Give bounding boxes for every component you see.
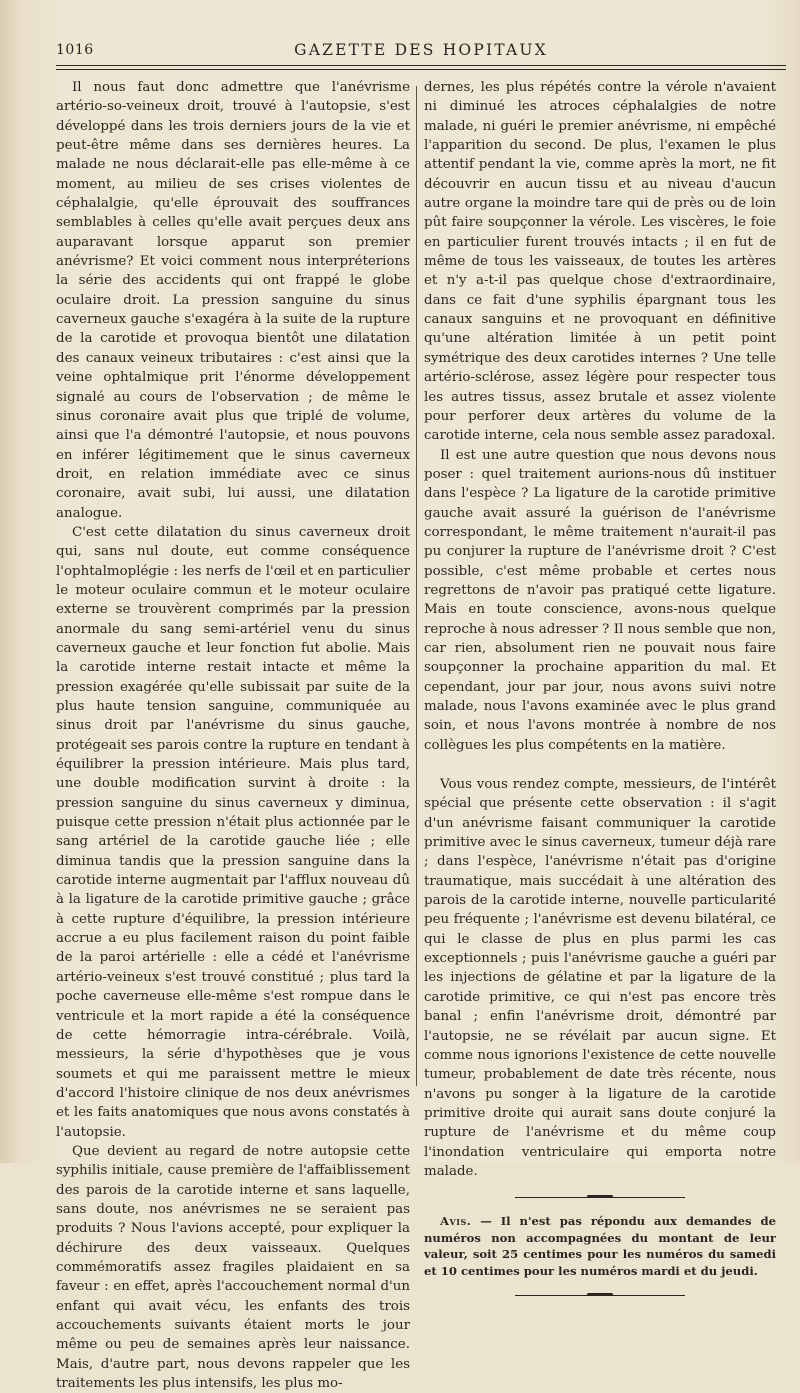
paragraph: dernes, les plus répétés contre la vérole n'avaient ni diminué les atroces céphalalgies de notre malade, ni guéri le premier anévrisme, ni empêché l'apparition du second. De plus, l'examen le plus attentif pendant la vie, comme après la mort, ne fit découvrir en aucun tissu et au niveau d'aucun autre organe la moindre tare qui de près ou de loin pût faire soupçonner la vérole. Les viscères, le foie en particulier furent trouvés intacts ; il en fut de même de tous les vaisseaux, de toutes les artères et n'y a-t-il pas quelque chose d'extraordinaire, dans ce fait d'une syphilis épargnant tous les canaux sanguins et ne provoquant en définitive qu'une altération limitée à un petit point symétrique des deux carotides internes ? Une telle artério-sclérose, assez légère pour respecter tous les autres tissus, assez brutale et assez violente pour perforer deux artères du volume de la carotide interne, cela nous semble assez paradoxal.: [424, 80, 776, 444]
paragraph: Vous vous rendez compte, messieurs, de l'intérêt spécial que présente cette observation : il s'agit d'un anévrisme faisant communiquer la carotide primitive avec le sinus caverneux, tumeur déjà rare ; dans l'espèce, l'anévrisme n'était pas d'origine traumatique, mais succédait à une altération des parois de la carotide interne, nouvelle particularité peu fréquente ; l'anévrisme est devenu bilatéral, ce qui le classe de plus en plus parmi les cas exceptionnels ; puis l'anévrisme gauche a guéri par les injections de gélatine et par la ligature de la carotide primitive, ce qui n'est pas encore très banal ; enfin l'anévrisme droit, démontré par l'autopsie, ne se révélait par aucun signe. Et comme nous ignorions l'existence de cette nouvelle tumeur, probablement de date très récente, nous n'avons pu songer à la ligature de la carotide primitive droite qui aurait sans doute conjuré la rupture de l'anévrisme et du même coup l'inondation ventriculaire qui emporta notre malade.: [424, 777, 776, 1179]
paragraph: Il est une autre question que nous devons nous poser : quel traitement aurions-nous dû instituer dans l'espèce ? La ligature de la carotide primitive gauche avait assuré la guérison de l'anévrisme correspondant, le même traitement n'aurait-il pas pu conjurer la rupture de l'anévrisme droit ? C'est possible, c'est même probable et certes nous regrettons de n'avoir pas pratiqué cette ligature. Mais en toute conscience, avons-nous quelque reproche à nous adresser ? Il nous semble que non, car rien, absolument rien ne pouvait nous faire soupçonner la prochaine apparition du mal. Et cependant, jour par jour, nous avons suivi notre malade, nous l'avons examinée avec le plus grand soin, et nous l'avons montrée à nombre de nos collègues les plus compétents en la matière.: [424, 447, 776, 753]
right-column: [424, 78, 776, 1311]
header-rule: [56, 65, 786, 66]
header-rule-thin: [56, 69, 786, 70]
end-ornament: [515, 1293, 685, 1297]
column-divider: [416, 86, 417, 1086]
notice: [424, 1213, 776, 1279]
section-ornament: [515, 1195, 685, 1199]
page-number: 1016: [56, 42, 94, 58]
left-column: [56, 78, 410, 1393]
notice-label: Avis.: [440, 1214, 472, 1229]
paragraph: C'est cette dilatation du sinus caverneux droit qui, sans nul doute, eut comme conséquence l'ophtalmoplégie : les nerfs de l'œil et en particulier le moteur oculaire commun et le moteur oculaire externe se trouvèrent comprimés par la pression anormale du sang semi-artériel venu du sinus caverneux gauche et leur fonction fut abolie. Mais la carotide interne restait intacte et même la pression exagérée qu'elle subissait par suite de la plus haute tension sanguine, communiquée au sinus droit par l'anévrisme du sinus gauche, protégeait ses parois contre la rupture en tendant à équilibrer la pression intérieure. Mais plus tard, une double modification survint à droite : la pression sanguine du sinus caverneux y diminua, puisque cette pression n'était plus actionnée par le sang artériel de la carotide gauche liée ; elle diminua tandis que la pression sanguine dans la carotide interne augmentait par l'afflux nouveau dû à la ligature de la carotide primitive gauche ; grâce à cette rupture d'équilibre, la pression intérieure accrue a eu plus facilement raison du point faible de la paroi artérielle : elle a cédé et l'anévrisme artério-veineux s'est trouvé constitué ; plus tard la poche caverneuse elle-même s'est rompue dans le ventricule et la mort rapide a été la conséquence de cette hémorragie intra-cérébrale. Voilà, messieurs, la série d'hypothèses que je vous soumets et qui me paraissent mettre le mieux d'accord l'histoire clinique de nos deux anévrismes et les faits anatomiques que nous avons constatés à l'autopsie.: [56, 524, 410, 1140]
paragraph: Que devient au regard de notre autopsie cette syphilis initiale, cause première de l'affaiblissement des parois de la carotide interne et sans laquelle, sans doute, nos anévrismes ne se seraient pas produits ? Nous l'avions accepté, pour expliquer la déchirure des deux vaisseaux. Quelques commémoratifs assez fragiles plaidaient en sa faveur : en effet, après l'accouchement normal d'un enfant qui avait vécu, les enfants des trois accouchements suivants étaient morts le jour même ou peu de semaines après leur naissance. Mais, d'autre part, nous devons rappeler que les traitements les plus intensifs, les plus mo-: [56, 1143, 410, 1392]
paragraph: Il nous faut donc admettre que l'anévrisme artério-so-veineux droit, trouvé à l'autopsie, s'est développé dans les trois derniers jours de la vie et peut-être même dans ses dernières heures. La malade ne nous déclarait-elle pas elle-même à ce moment, au milieu de ses crises violentes de céphalalgie, qu'elle éprouvait des souffrances semblables à celles qu'elle avait perçues deux ans auparavant lorsque apparut son premier anévrisme? Et voici comment nous interpréterions la série des accidents qui ont frappé le globe oculaire droit. La pression sanguine du sinus caverneux gauche s'exagéra à la suite de la rupture de la carotide et provoqua bientôt une dilatation des canaux veineux tributaires : c'est ainsi que la veine ophtalmique prit l'énorme développement signalé au cours de l'observation ; de même le sinus coronaire avait plus que triplé de volume, ainsi que l'a démontré l'autopsie, et nous pouvons en inférer légitimement que le sinus caverneux droit, en relation immédiate avec ce sinus coronaire, avait subi, lui aussi, une dilatation analogue.: [56, 80, 410, 521]
notice-text: — Il n'est pas répondu aux demandes de numéros non accompagnées du montant de leur valeur, soit 25 centimes pour les numéros du samedi et 10 centimes pour les numéros mardi et du jeudi.: [424, 1214, 776, 1278]
journal-title: GAZETTE DES HOPITAUX: [294, 41, 548, 59]
page-header: [56, 40, 786, 62]
